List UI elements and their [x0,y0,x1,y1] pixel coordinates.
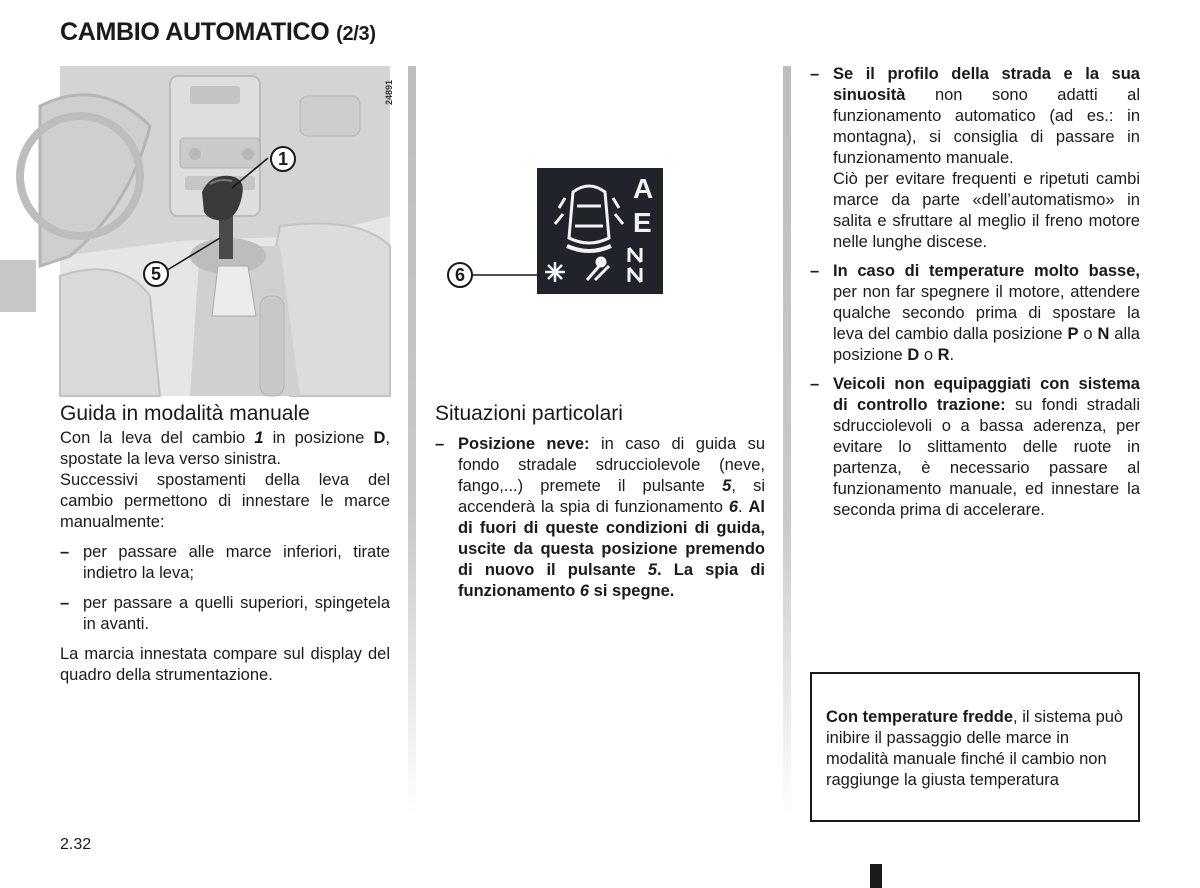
section-heading: Guida in modalità manuale [60,402,310,425]
list-item: – per passare a quelli superiori, spingetela in avanti. [60,594,390,633]
list-item-text: Posizione neve: in caso di guida su fondo stradale sdrucciolevole (neve, fango,...) premete il pulsante 5, si accenderà la spia di funzionamento 6. Al di fuori di queste condizioni di guida, uscite da questa posizione premendo di nuovo il pulsante 5. La spia di funzionamento 6 si spegne. [458,435,765,600]
display-letter-e: E [633,207,652,238]
warning-light-illustration [537,168,663,294]
title-main: CAMBIO AUTOMATICO [60,18,330,46]
list-item-text: per passare alle marce inferiori, tirate indietro la leva; [83,543,390,582]
corner-mark [870,864,882,888]
note-box [810,672,1140,822]
notes-section [810,64,1140,521]
list-item: – per passare alle marce inferiori, tirate indietro la leva; [60,543,390,582]
column-divider [408,66,416,816]
list-item-text: Se il profilo della strada e la sua sinuosità non sono adatti al funzionamento automatico (ad es.: in montagna), si consiglia di passare in funzionamento manuale. [833,65,1140,167]
page-number: 2.32 [60,836,92,853]
snowflake-icon [545,262,565,282]
title-subtitle: (2/3) [336,23,376,45]
callout-5: 5 [143,261,169,287]
special-situations-section [435,402,765,602]
list-item-text: In caso di temperature molto basse, per non far spegnere il motore, attendere qualche secondo prima di spostare la leva del cambio dalla posizione P o N alla posizione D o R. [833,262,1140,364]
list-item-text: Veicoli non equipaggiati con sistema di controllo trazione: su fondi stradali sdrucciolevoli o a bassa aderenza, per evitare lo slittamento delle ruote in partenza, è necessario passare al funzionamento manuale, ed innestare la seconda prima di accelerare. [833,375,1140,519]
figure-code: 24891 [384,80,394,106]
display-letter-a: A [633,173,654,204]
section-heading: Situazioni particolari [435,402,623,425]
page-title [60,18,376,47]
manual-mode-section [60,402,390,686]
list-item-text: per passare a quelli superiori, spingetela in avanti. [83,594,390,633]
column-divider [783,66,791,816]
callout-6-leader [468,273,540,277]
list-item: – In caso di temperature molto basse, per non far spegnere il motore, attendere qualche secondo prima di spostare la leva del cambio dalla posizione P o N alla posizione D o R. [810,262,1140,364]
paragraph: La marcia innestata compare sul display del quadro della strumentazione. [60,645,390,684]
paragraph: Con la leva del cambio 1 in posizione D, spostate la leva verso sinistra. [60,429,391,468]
list-item: – Posizione neve: in caso di guida su fondo stradale sdrucciolevole (neve, fango,...) premete il pulsante 5, si accenderà la spia di funzionamento 6. Al di fuori di queste condizioni di guida, uscite da questa posizione premendo di nuovo il pulsante 5. La spia di funzionamento 6 si spegne. [435,435,765,600]
list-item-text: Ciò per evitare frequenti e ripetuti cambi marce da parte «dell’automatismo» in salita e sfruttare al meglio il freno motore nelle lunghe discese. [833,170,1140,251]
paragraph: Successivi spostamenti della leva del cambio permettono di innestare le marce manualmente: [60,471,390,531]
section-tab [0,260,36,312]
instrument-display [537,168,663,294]
list-item: – Veicoli non equipaggiati con sistema di controllo trazione: su fondi stradali sdrucciolevoli o a bassa aderenza, per evitare lo slittamento delle ruote in partenza, è necessario passare al funzionamento manuale, ed innestare la seconda prima di accelerare. [810,375,1140,519]
gear-lever-illustration [60,66,390,396]
gear-lever-photo [60,66,394,396]
callout-6: 6 [447,262,473,288]
list-item: – Se il profilo della strada e la sua sinuosità non sono adatti al funzionamento automatico (ad es.: in montagna), si consiglia di passare in funzionamento manuale. Ciò per evitare frequenti e ripetuti cambi marce da parte «dell’automatismo» in salita e sfruttare al meglio il freno motore nelle lunghe discese. [810,65,1140,251]
note-text: Con temperature fredde, il sistema può inibire il passaggio delle marce in modalità manuale finché il cambio non raggiunge la giusta temperatura [826,708,1124,789]
callout-1: 1 [270,146,296,172]
